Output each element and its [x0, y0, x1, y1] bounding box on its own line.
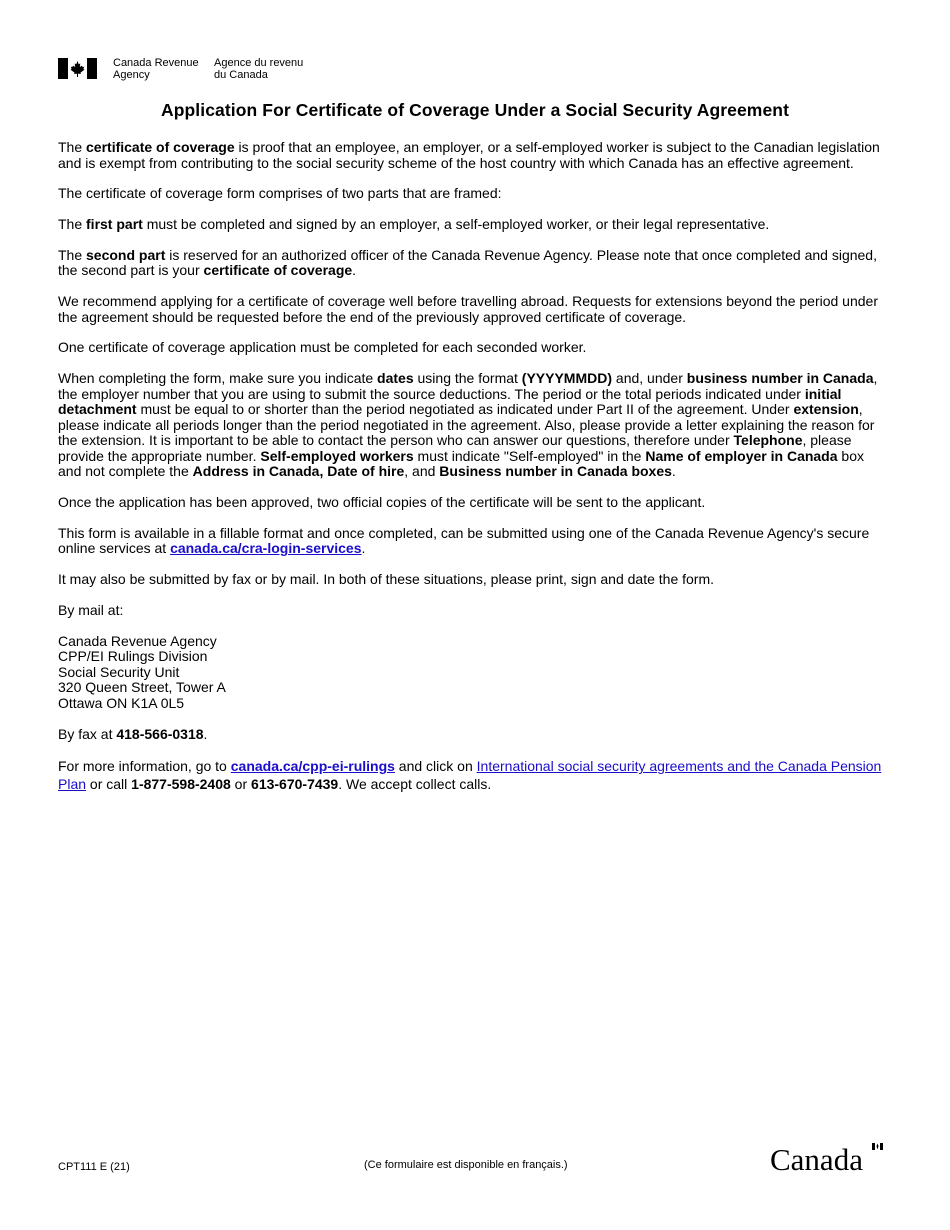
canada-wordmark-logo: [770, 1140, 884, 1174]
address-line: CPP/EI Rulings Division: [58, 648, 208, 665]
paragraph-by-mail: By mail at:: [58, 601, 124, 618]
paragraph-fax-number: By fax at 418-566-0318.: [58, 725, 208, 742]
mailing-address: [58, 634, 888, 712]
cpp-ei-rulings-link[interactable]: canada.ca/cpp-ei-rulings: [230, 758, 395, 775]
address-line: Canada Revenue Agency: [58, 632, 217, 649]
paragraph-online-submission: This form is available in a fillable format and once completed, can be submitted using one of the Canada Revenue Agency's secure online services at canada.ca/cra-login-services.: [58, 524, 870, 557]
paragraph-completion-instructions: When completing the form, make sure you indicate dates using the format (YYYYMMDD) and, under business number in Canada, the employer number that you are using to submit the source deductions. The period or the total periods indicated under initial detachment must be equal to or shorter than the period negotiated as indicated under Part II of the agreement. Under extension, please indicate all periods longer than the period negotiated in the agreement. Also, please provide a letter explaining the reason for the extension. It is important to be able to contact the person who can answer our questions, therefore under Telephone, please provide the appropriate number. Self-employed workers must indicate "Self-employed" in the Name of employer in Canada box and not complete the Address in Canada, Date of hire, and Business number in Canada boxes.: [58, 370, 878, 480]
paragraph-more-information: For more information, go to canada.ca/cpp-ei-rulings and click on International social security agreements and the Canada Pension Plan or call 1-877-598-2408 or 613-670-7439. We accept collect calls.: [58, 758, 882, 793]
paragraph-form-parts: The certificate of coverage form comprises of two parts that are framed:: [58, 185, 502, 202]
agency-name-en: Canada Revenue Agency: [113, 57, 199, 81]
paragraph-first-part: The first part must be completed and signed by an employer, a self-employed worker, or their legal representative.: [58, 216, 770, 233]
instructions-body: [58, 140, 888, 809]
paragraph-approval: Once the application has been approved, two official copies of the certificate will be sent to the applicant.: [58, 494, 706, 511]
paragraph-one-per-worker: One certificate of coverage application must be completed for each seconded worker.: [58, 339, 587, 356]
agency-name-fr: Agence du revenu du Canada: [214, 57, 304, 81]
address-line: Ottawa ON K1A 0L5: [58, 694, 185, 711]
address-line: 320 Queen Street, Tower A: [58, 679, 226, 696]
svg-text:Canada: Canada: [770, 1142, 863, 1174]
page-title: Application For Certificate of Coverage Under a Social Security Agreement: [160, 100, 790, 120]
cra-login-services-link[interactable]: canada.ca/cra-login-services: [170, 540, 362, 557]
paragraph-fax-mail: It may also be submitted by fax or by mail. In both of these situations, please print, sign and date the form.: [58, 571, 715, 588]
paragraph-recommendation: We recommend applying for a certificate of coverage well before travelling abroad. Requests for extensions beyond the period under the agreement should be requested before the end of the previously approved certificate of coverage.: [58, 293, 878, 325]
paragraph-certificate-definition: The certificate of coverage is proof that an employee, an employer, or a self-employed worker is subject to the Canadian legislation and is exempt from contributing to the social security scheme of the host country with which Canada has an effective agreement.: [58, 139, 880, 171]
french-availability-note: (Ce formulaire est disponible en français.): [364, 1159, 568, 1171]
address-line: Social Security Unit: [58, 663, 180, 680]
social-security-agreements-link[interactable]: International social security agreements and the Canada Pension Plan: [58, 758, 882, 793]
canada-flag-icon: [58, 58, 97, 79]
paragraph-second-part: The second part is reserved for an authorized officer of the Canada Revenue Agency. Please note that once completed and signed, the second part is your certificate of coverage.: [58, 246, 877, 279]
form-code: CPT111 E (21): [58, 1161, 130, 1173]
